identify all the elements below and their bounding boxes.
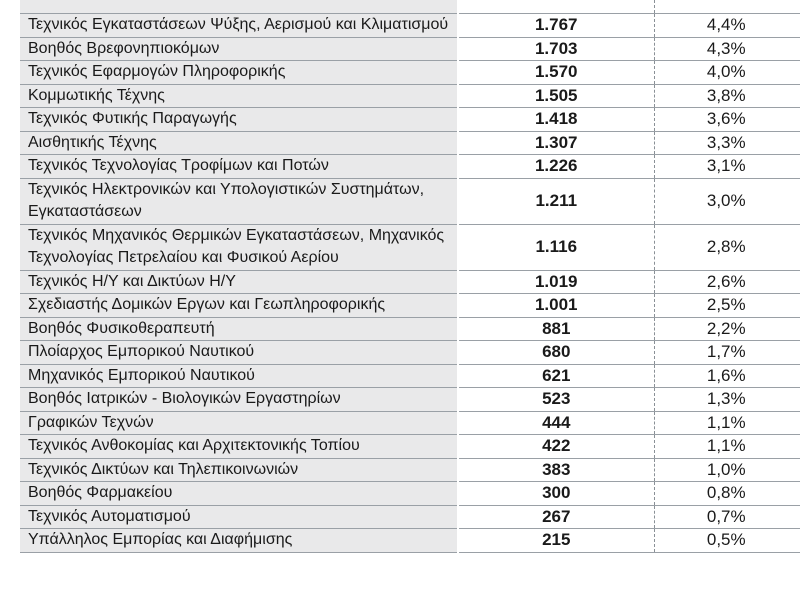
table-row [20, 37, 800, 61]
student-count-cell: 621 [458, 364, 654, 388]
student-count-cell: 1.226 [458, 155, 654, 179]
table-row [20, 482, 800, 506]
table-row [20, 364, 800, 388]
specialty-name-cell: Τεχνικός Μηχανικός Θερμικών Εγκαταστάσεων, Μηχανικός Τεχνολογίας Πετρελαίου και Φυσικού Αερίου [20, 224, 458, 270]
specialty-name-cell: Πλοίαρχος Εμπορικού Ναυτικού [20, 341, 458, 365]
student-count-cell: 215 [458, 529, 654, 553]
percentage-cell: 2,8% [654, 224, 800, 270]
table-row [20, 388, 800, 412]
specialty-name-cell [20, 0, 458, 14]
percentage-cell: 4,0% [654, 61, 800, 85]
student-count-cell: 881 [458, 317, 654, 341]
table-row [20, 317, 800, 341]
student-count-cell: 1.767 [458, 14, 654, 38]
table-row [20, 108, 800, 132]
table-row [20, 505, 800, 529]
specialties-table [20, 0, 800, 553]
table-row [20, 131, 800, 155]
specialty-name-cell: Τεχνικός Εγκαταστάσεων Ψύξης, Αερισμού και Κλιματισμού [20, 14, 458, 38]
specialty-name-cell: Τεχνικός Η/Υ και Δικτύων Η/Υ [20, 270, 458, 294]
specialty-name-cell: Τεχνικός Εφαρμογών Πληροφορικής [20, 61, 458, 85]
specialty-name-cell: Υπάλληλος Εμπορίας και Διαφήμισης [20, 529, 458, 553]
student-count-cell: 422 [458, 435, 654, 459]
student-count-cell: 1.418 [458, 108, 654, 132]
student-count-cell: 300 [458, 482, 654, 506]
specialty-name-cell: Μηχανικός Εμπορικού Ναυτικού [20, 364, 458, 388]
percentage-cell: 2,6% [654, 270, 800, 294]
specialty-name-cell: Τεχνικός Τεχνολογίας Τροφίμων και Ποτών [20, 155, 458, 179]
student-count-cell: 1.001 [458, 294, 654, 318]
student-count-cell [458, 0, 654, 14]
specialty-name-cell: Βοηθός Φαρμακείου [20, 482, 458, 506]
specialty-name-cell: Γραφικών Τεχνών [20, 411, 458, 435]
specialty-name-cell: Βοηθός Ιατρικών - Βιολογικών Εργαστηρίων [20, 388, 458, 412]
specialty-name-cell: Αισθητικής Τέχνης [20, 131, 458, 155]
table-row [20, 411, 800, 435]
table-row [20, 84, 800, 108]
percentage-cell: 1,0% [654, 458, 800, 482]
table-row [20, 341, 800, 365]
table-row [20, 178, 800, 224]
table-row-cut-off [20, 0, 800, 14]
student-count-cell: 680 [458, 341, 654, 365]
percentage-cell: 3,8% [654, 84, 800, 108]
percentage-cell: 3,6% [654, 108, 800, 132]
student-count-cell: 267 [458, 505, 654, 529]
specialty-name-cell: Τεχνικός Δικτύων και Τηλεπικοινωνιών [20, 458, 458, 482]
table-row [20, 14, 800, 38]
percentage-cell [654, 0, 800, 14]
student-count-cell: 1.211 [458, 178, 654, 224]
student-count-cell: 1.703 [458, 37, 654, 61]
percentage-cell: 1,3% [654, 388, 800, 412]
specialty-name-cell: Τεχνικός Φυτικής Παραγωγής [20, 108, 458, 132]
table-row [20, 61, 800, 85]
student-count-cell: 444 [458, 411, 654, 435]
specialty-name-cell: Βοηθός Βρεφονηπιοκόμων [20, 37, 458, 61]
specialty-name-cell: Βοηθός Φυσικοθεραπευτή [20, 317, 458, 341]
percentage-cell: 0,5% [654, 529, 800, 553]
percentage-cell: 1,1% [654, 435, 800, 459]
percentage-cell: 4,4% [654, 14, 800, 38]
percentage-cell: 2,5% [654, 294, 800, 318]
student-count-cell: 1.570 [458, 61, 654, 85]
specialty-name-cell: Σχεδιαστής Δομικών Εργων και Γεωπληροφορικής [20, 294, 458, 318]
specialty-name-cell: Τεχνικός Αυτοματισμού [20, 505, 458, 529]
specialty-name-cell: Τεχνικός Ανθοκομίας και Αρχιτεκτονικής Τοπίου [20, 435, 458, 459]
table-row [20, 435, 800, 459]
percentage-cell: 4,3% [654, 37, 800, 61]
table-row [20, 224, 800, 270]
student-count-cell: 1.505 [458, 84, 654, 108]
percentage-cell: 0,7% [654, 505, 800, 529]
table-row [20, 529, 800, 553]
specialty-name-cell: Κομμωτικής Τέχνης [20, 84, 458, 108]
percentage-cell: 3,1% [654, 155, 800, 179]
student-count-cell: 383 [458, 458, 654, 482]
table-row [20, 155, 800, 179]
student-count-cell: 523 [458, 388, 654, 412]
percentage-cell: 3,3% [654, 131, 800, 155]
percentage-cell: 2,2% [654, 317, 800, 341]
table-row [20, 458, 800, 482]
specialty-name-cell: Τεχνικός Ηλεκτρονικών και Υπολογιστικών Συστημάτων, Εγκαταστάσεων [20, 178, 458, 224]
table-row [20, 270, 800, 294]
percentage-cell: 0,8% [654, 482, 800, 506]
percentage-cell: 3,0% [654, 178, 800, 224]
percentage-cell: 1,7% [654, 341, 800, 365]
table-row [20, 294, 800, 318]
student-count-cell: 1.019 [458, 270, 654, 294]
student-count-cell: 1.116 [458, 224, 654, 270]
student-count-cell: 1.307 [458, 131, 654, 155]
percentage-cell: 1,6% [654, 364, 800, 388]
percentage-cell: 1,1% [654, 411, 800, 435]
